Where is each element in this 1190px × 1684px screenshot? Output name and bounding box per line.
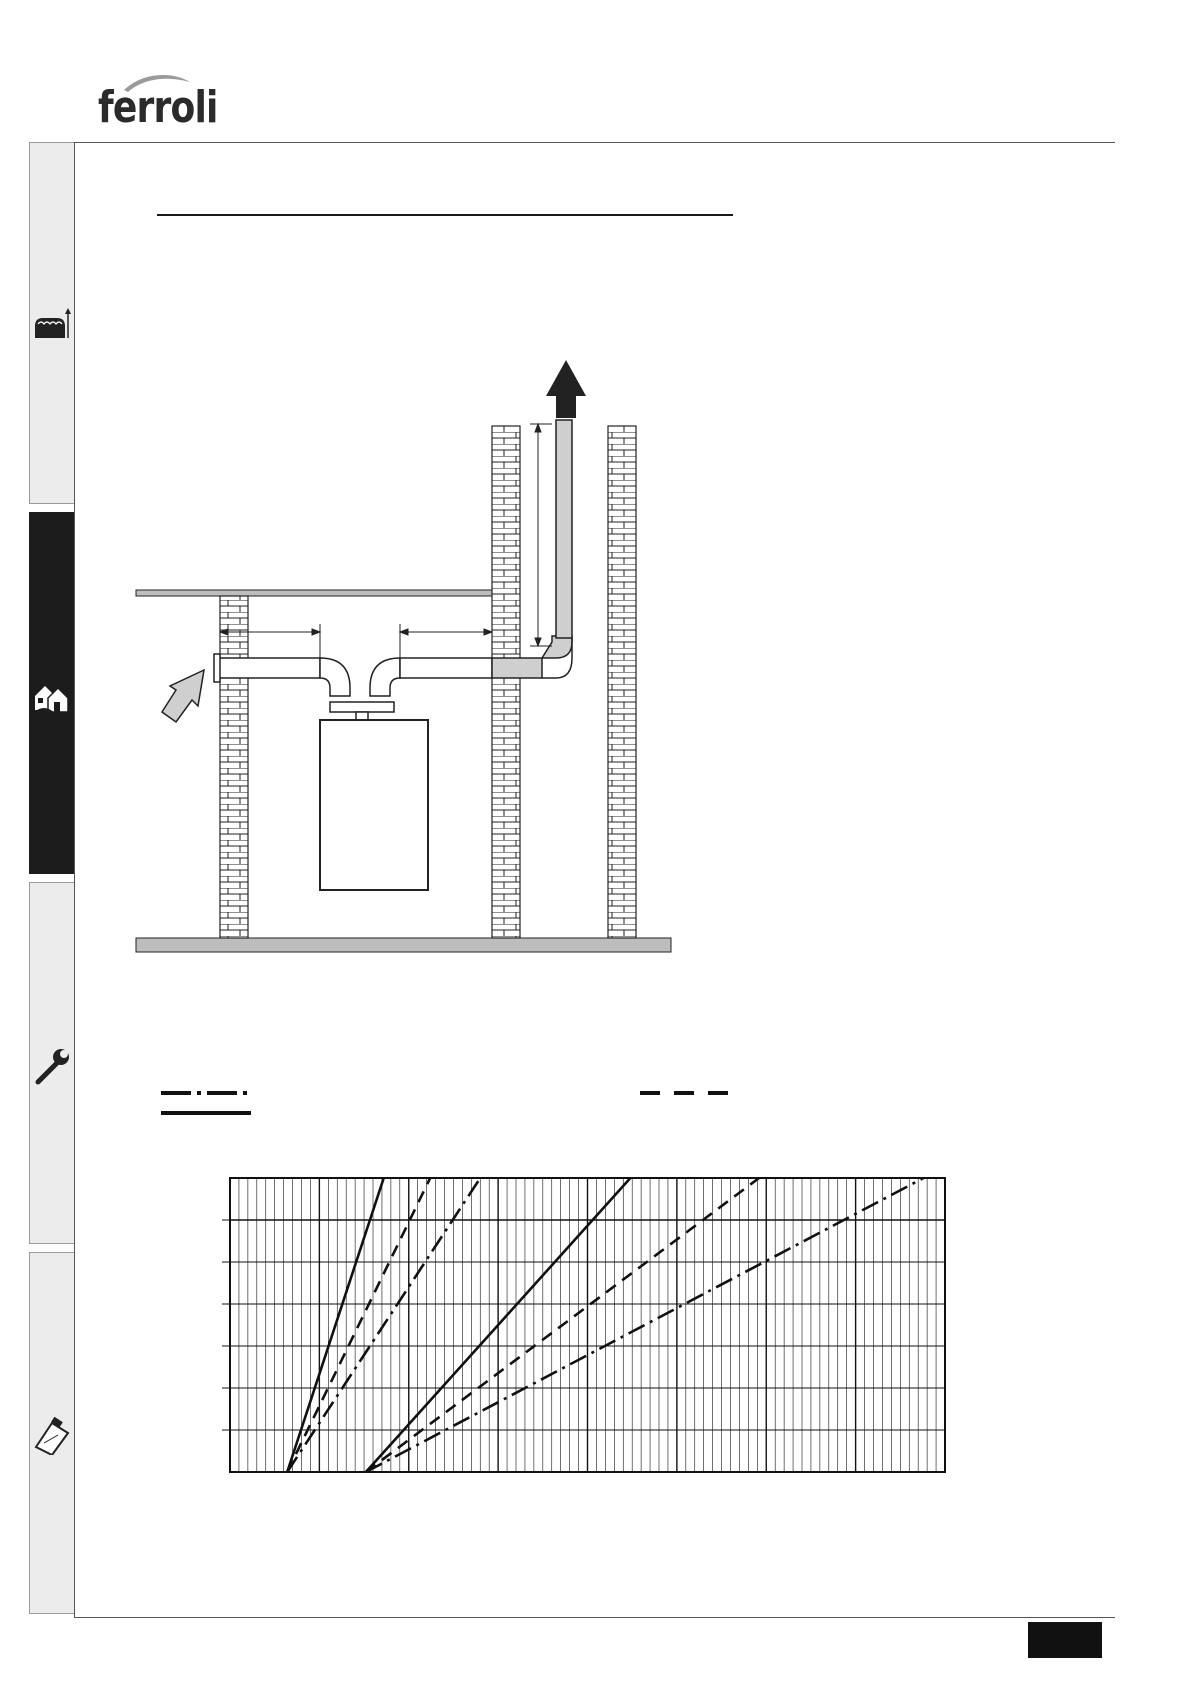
logo-wordmark: ferroli	[98, 82, 218, 133]
clipboard-icon	[32, 1415, 72, 1455]
section-heading-rule	[157, 214, 733, 216]
floor-slab	[136, 938, 671, 952]
footer-rule	[74, 1617, 1115, 1618]
tab-service[interactable]	[29, 882, 74, 1244]
pressure-loss-chart	[220, 1172, 955, 1478]
boiler-icon	[320, 702, 428, 890]
header-rule	[74, 142, 1115, 143]
chart-grid	[222, 1178, 945, 1472]
sidebar-border	[74, 142, 75, 1618]
ceiling-slab	[136, 590, 492, 596]
page-number-box	[1028, 1622, 1102, 1658]
house-installation-icon	[32, 676, 72, 716]
tab-technical-data[interactable]	[29, 1252, 74, 1614]
wrench-icon	[32, 1046, 72, 1086]
tab-installation[interactable]	[29, 512, 74, 874]
flue-installation-diagram	[130, 350, 690, 960]
ferroli-logo	[98, 72, 218, 133]
air-intake-arrow-icon	[162, 670, 204, 722]
tab-user[interactable]	[29, 142, 74, 504]
flue-exhaust-arrow-icon	[546, 360, 586, 418]
armchair-lamp-icon	[32, 304, 72, 344]
chart-legend	[155, 1088, 735, 1118]
